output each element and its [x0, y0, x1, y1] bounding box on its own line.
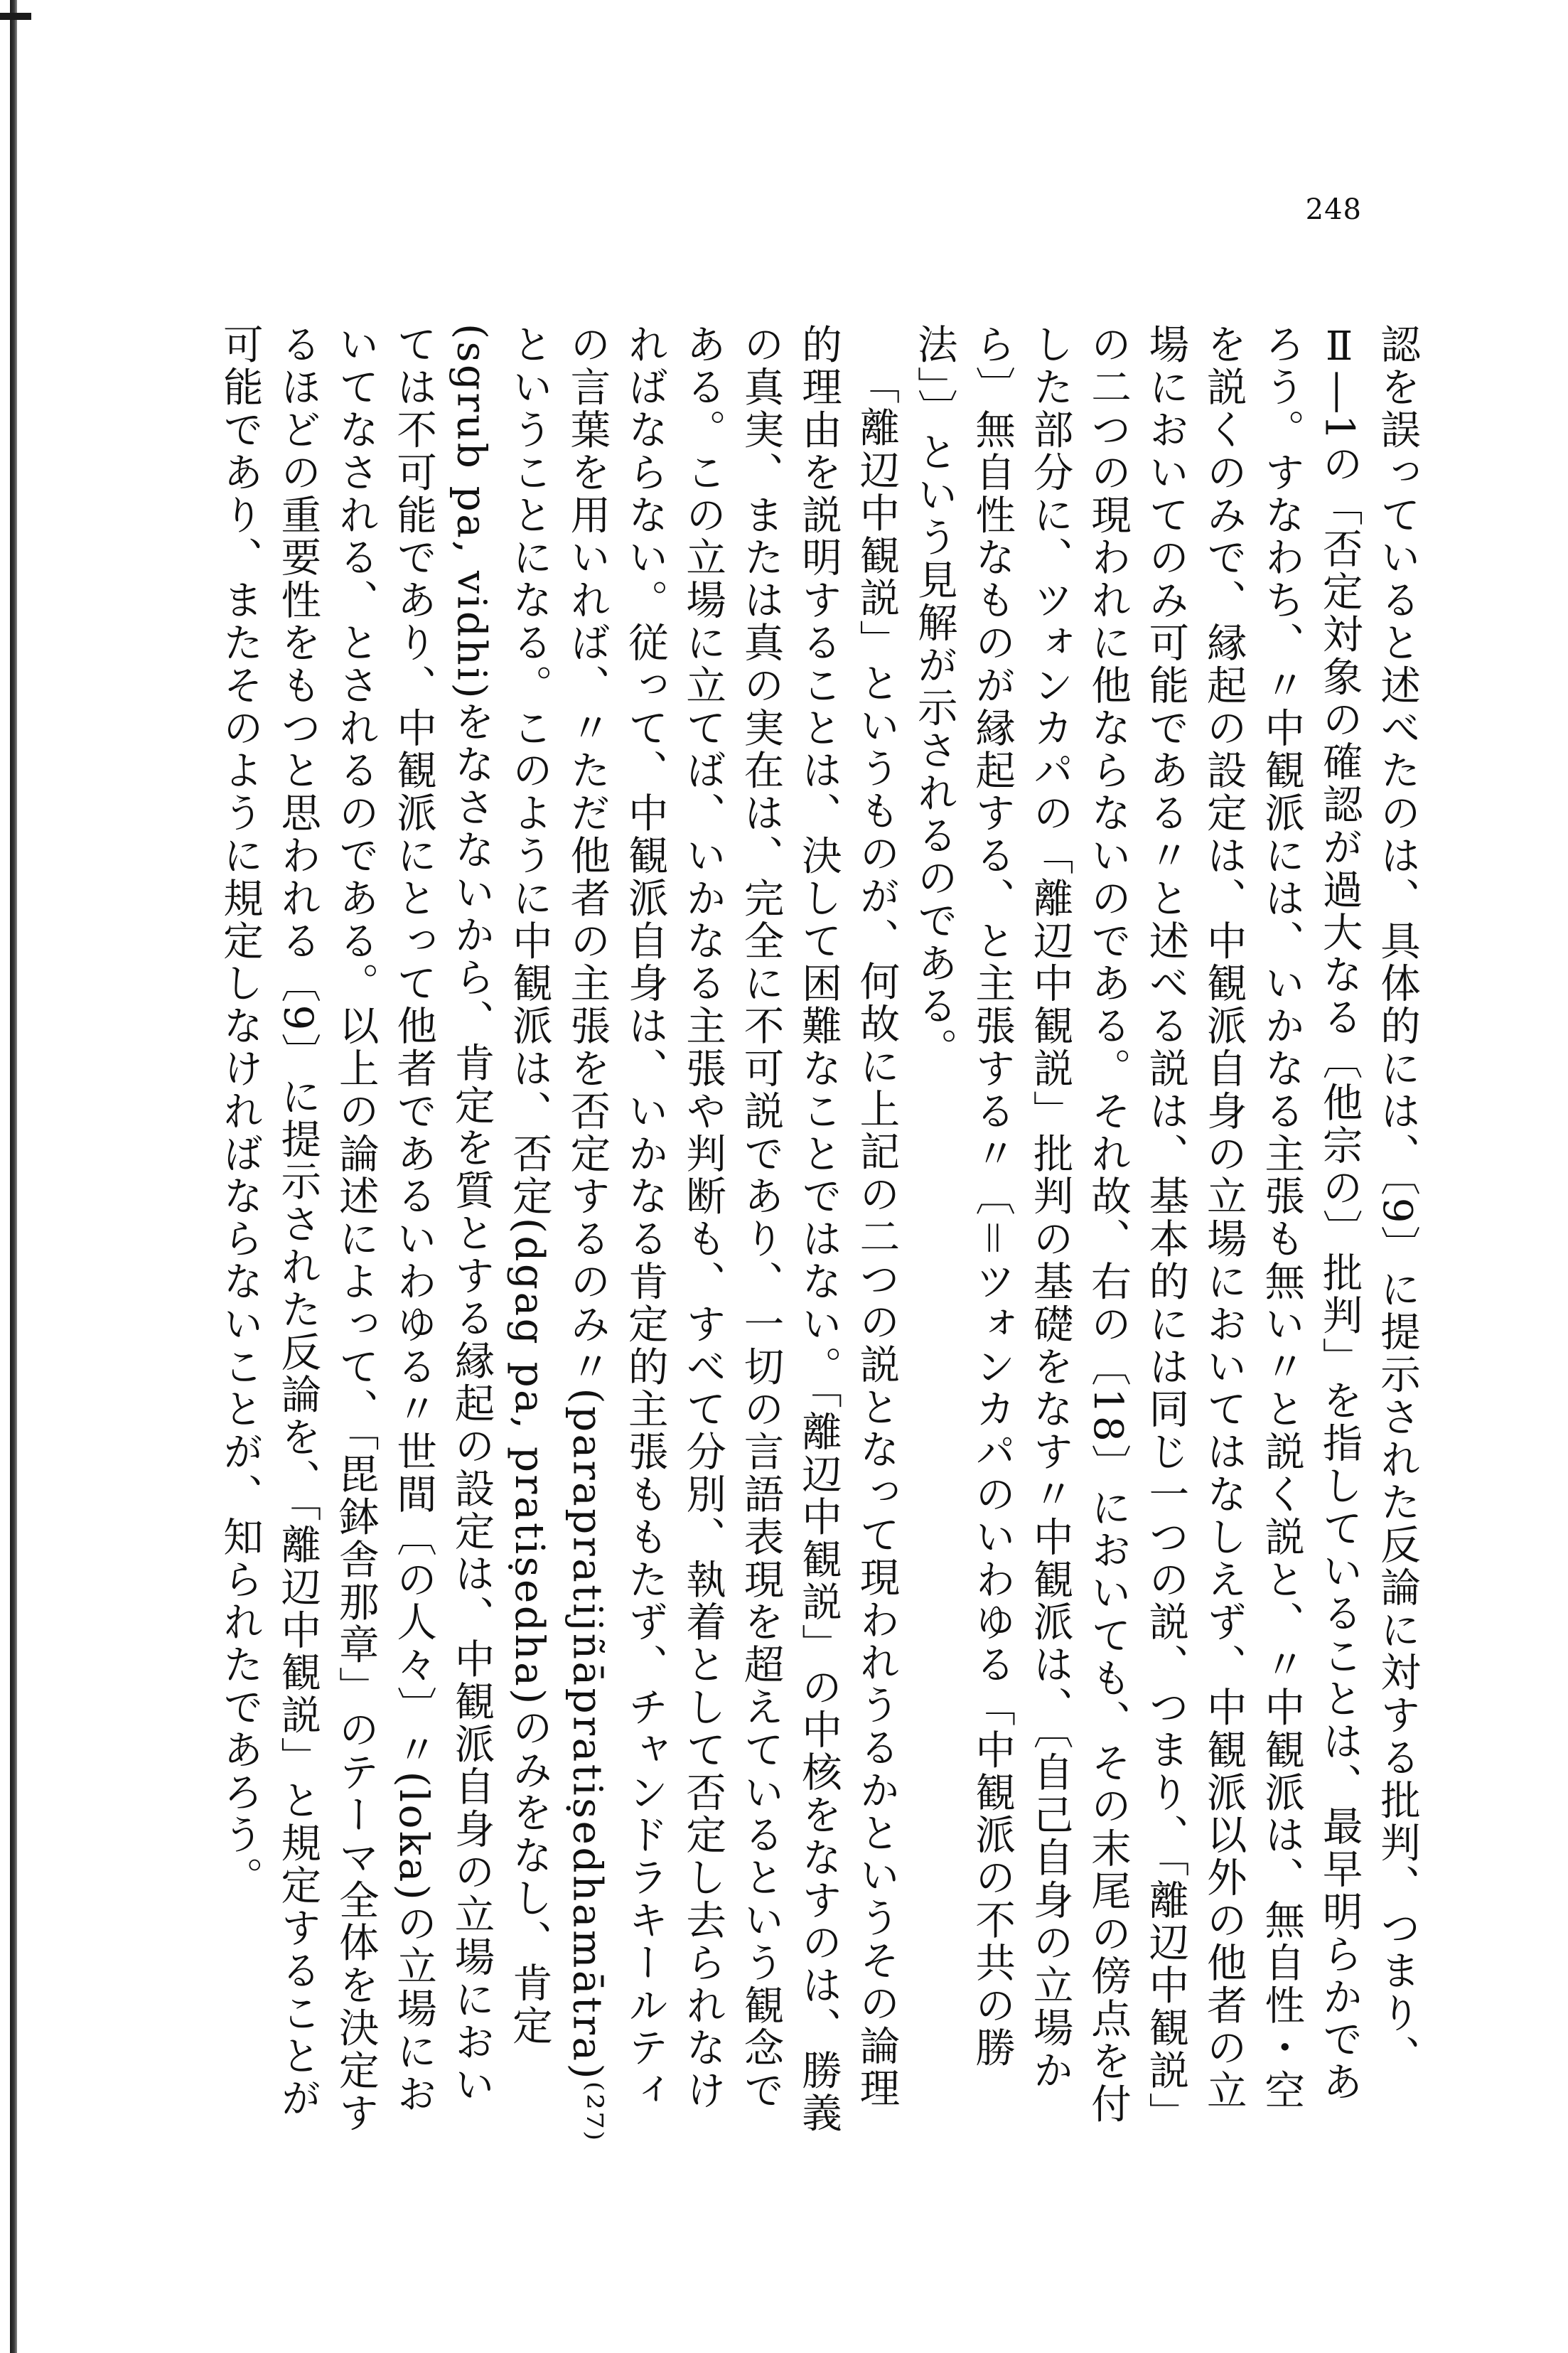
page-number: 248: [1305, 193, 1362, 226]
binding-edge: [10, 0, 17, 2353]
paragraph-1: 認を誤っていると述べたのは、具体的には、〔9〕に提示された反論に対する批判、つまり、Ⅱ―1の「否定対象の確認が過大なる〔他宗の〕批判」を指していることは、最早明らかであろう。すなわち、〃中観派には、いかなる主張も無い〃と説く説と、〃中観派は、無自性・空を説くのみで、縁起の設定は、中観派自身の立場においてはなしえず、中観派以外の他者の立場においてのみ可能である〃と述べる説は、基本的には同じ一つの説、つまり、「離辺中観説」の二つの現われに他ならないのである。それ故、右の〔18〕においても、その末尾の傍点を付した部分に、ツォンカパの「離辺中観説」批判の基礎をなす〃中観派は、〔自己自身の立場から〕無自性なものが縁起する、と主張する〃〔＝ツォンカパのいわゆる「中観派の不共の勝法」〕という見解が示されるのである。: [911, 323, 1420, 2135]
body-text: [210, 323, 1426, 2143]
binding-edge-cap: [0, 13, 31, 20]
paragraph-2: 「離辺中観説」というものが、何故に上記の二つの説となって現われうるかというその論理的理由を説明することは、決して困難なことではない。「離辺中観説」の中核をなすのは、勝義の真実、または真の実在は、完全に不可説であり、一切の言語表現を超えているという観念である。この立場に立てば、いかなる主張や判断も、すべて分別、執着として否定し去られなければならない。従って、中観派自身は、いかなる肯定的主張ももたず、チャンドラキールティの言葉を用いれば、〃ただ他者の主張を否定するのみ〃(parapratijñāpratiṣedhamātra)⁽²⁷⁾ということになる。このように中観派は、否定(dgag pa, pratiṣedha)のみをなし、肯定(sgrub pa, vidhi)をなさないから、肯定を質とする縁起の設定は、中観派自身の立場においては不可能であり、中観派にとって他者であるいわゆる〃世間〔の人々〕〃(loka)の立場においてなされる、とされるのである。以上の論述によって、「毘鉢舎那章」のテーマ全体を決定するほどの重要性をもつと思われる〔9〕に提示された反論を、「離辺中観説」と規定することが可能であり、またそのように規定しなければならないことが、知られたであろう。: [216, 323, 900, 2143]
